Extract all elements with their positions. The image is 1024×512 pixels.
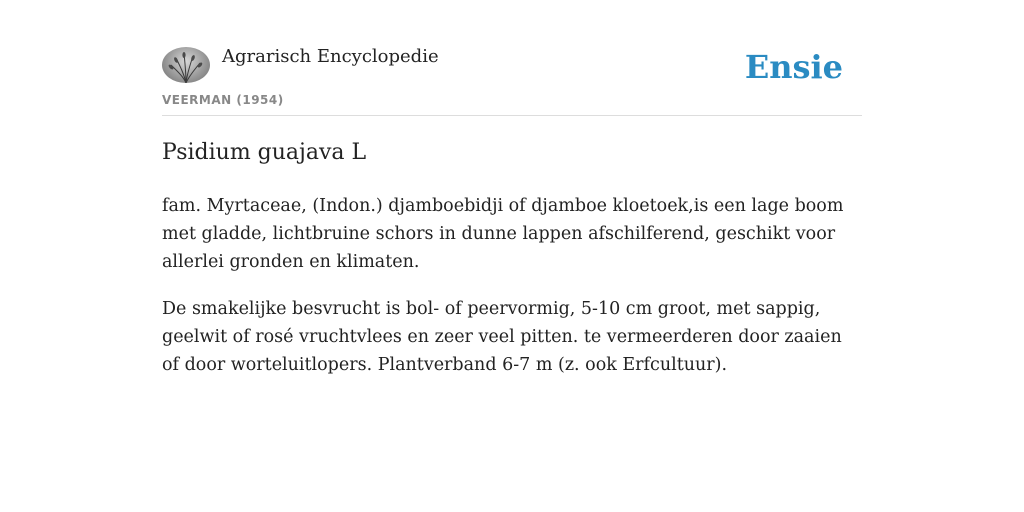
entry-paragraph: De smakelijke besvrucht is bol- of peervormig, 5-10 cm groot, met sappig, geelwit of rosé vruchtvlees en zeer veel pitten. te vermeerderen door zaaien of door worteluitlopers. Plantverband 6-7 m (z. ook Erfcultuur). [162,299,842,375]
entry-paragraph: fam. Myrtaceae, (Indon.) djamboebidji of djamboe kloetoek,is een lage boom met gladde, lichtbruine schors in dunne lappen afschilferend, geschikt voor allerlei gronden en klimaten. [162,196,844,272]
entry-title: Psidium guajava L [162,140,367,165]
source-title[interactable]: Agrarisch Encyclopedie [222,46,439,67]
wheat-logo-icon[interactable] [162,47,210,83]
page-container [162,0,862,375]
ensie-brand-link[interactable]: Ensie [744,48,843,86]
source-author-year: VEERMAN (1954) [162,93,284,107]
entry-body [162,192,862,398]
source-header [162,0,862,116]
